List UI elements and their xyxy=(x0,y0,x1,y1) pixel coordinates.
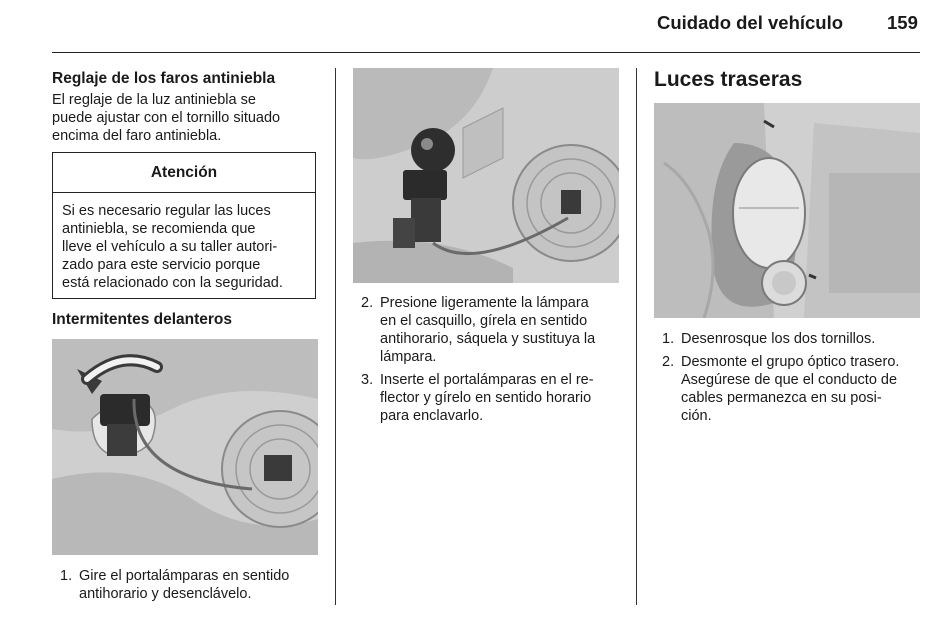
page-number: 159 xyxy=(887,12,918,33)
text-line: encima del faro antiniebla. xyxy=(52,128,222,144)
text-line: Desmonte el grupo óptico trasero. xyxy=(681,354,900,370)
tail-light-photo xyxy=(654,103,920,318)
text-line: Presione ligeramente la lámpara xyxy=(380,295,589,311)
notice-title: Atención xyxy=(53,153,315,193)
fog-light-adjust-text xyxy=(52,91,280,145)
text-line: flector y gírelo en sentido horario xyxy=(380,390,592,406)
text-line: en el casquillo, gírela en sentido xyxy=(380,313,588,329)
header-divider xyxy=(52,52,920,53)
text-line: cables permanezca en su posi- xyxy=(681,390,882,406)
text-line: Desenrosque los dos tornillos. xyxy=(681,331,876,347)
notice-text xyxy=(53,193,315,292)
front-indicator-photo xyxy=(52,339,318,555)
text-line: ción. xyxy=(681,408,712,424)
text-line: lámpara. xyxy=(380,349,437,365)
text-line: lleve el vehículo a su taller autori- xyxy=(62,239,278,255)
list-item xyxy=(662,353,932,425)
section-title: Cuidado del vehículo xyxy=(657,12,844,33)
text-line: antiniebla, se recomienda que xyxy=(62,221,256,237)
front-indicator-steps xyxy=(60,567,322,608)
tail-lights-heading: Luces traseras xyxy=(654,68,803,91)
list-item xyxy=(662,330,932,348)
step-number: 3. xyxy=(361,372,374,388)
fog-light-adjust-heading: Reglaje de los faros antiniebla xyxy=(52,70,276,87)
text-line: zado para este servicio porque xyxy=(62,257,261,273)
list-item xyxy=(60,567,322,603)
step-number: 1. xyxy=(662,331,675,347)
bulb-replacement-photo xyxy=(353,68,619,283)
text-line: Gire el portalámparas en sentido xyxy=(79,568,290,584)
text-line: antihorario y desenclávelo. xyxy=(79,586,252,602)
notice-box xyxy=(52,152,316,299)
step-number: 1. xyxy=(60,568,73,584)
step-number: 2. xyxy=(361,295,374,311)
column-divider-2 xyxy=(636,68,637,605)
text-line: Si es necesario regular las luces xyxy=(62,203,271,219)
list-item xyxy=(361,294,627,366)
text-line: está relacionado con la seguridad. xyxy=(62,275,283,291)
tail-light-steps xyxy=(662,330,932,430)
text-line: Asegúrese de que el conducto de xyxy=(681,372,898,388)
step-number: 2. xyxy=(662,354,675,370)
text-line: antihorario, sáquela y sustituya la xyxy=(380,331,596,347)
column-divider-1 xyxy=(335,68,336,605)
bulb-replacement-steps xyxy=(361,294,627,430)
text-line: para enclavarlo. xyxy=(380,408,484,424)
list-item xyxy=(361,371,627,425)
text-line: Inserte el portalámparas en el re- xyxy=(380,372,594,388)
front-indicators-heading: Intermitentes delanteros xyxy=(52,311,233,328)
text-line: El reglaje de la luz antiniebla se xyxy=(52,92,256,108)
text-line: puede ajustar con el tornillo situado xyxy=(52,110,281,126)
